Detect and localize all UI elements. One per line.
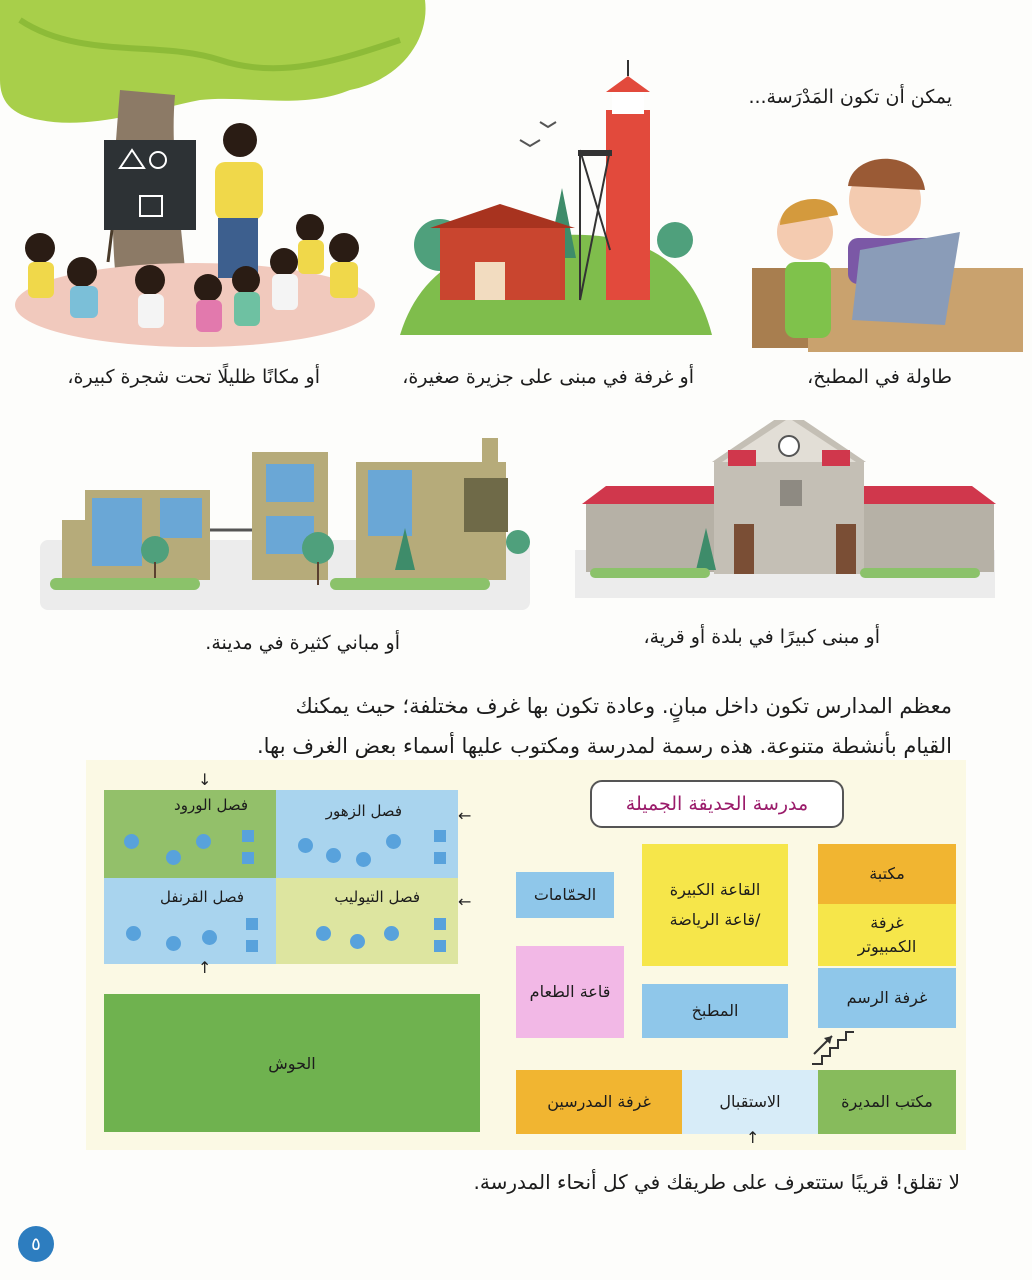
roses-class	[104, 790, 276, 878]
bathrooms-label: الحمّامات	[533, 885, 597, 904]
arrow-left-icon: ←	[458, 806, 472, 825]
library-label: مكتبة	[869, 864, 905, 883]
tree-illustration	[0, 0, 426, 270]
great-hall-label: القاعة الكبيرة	[669, 880, 761, 899]
stairs-icon	[808, 1028, 858, 1068]
top-illustrations	[0, 0, 1032, 420]
kitchen-room	[642, 984, 788, 1038]
kitchen-label: المطبخ	[691, 1001, 739, 1020]
art-room	[818, 968, 956, 1028]
middle-illustrations	[0, 420, 1032, 620]
teachers-room-label: غرفة المدرسين	[547, 1092, 651, 1111]
paragraph-line-2: القيام بأنشطة متنوعة. هذه رسمة لمدرسة ومكتوب عليها أسماء بعض الغرف بها.	[256, 734, 952, 758]
island-illustration	[400, 60, 712, 335]
caption-big-building: أو مبنى كبيرًا في بلدة أو قرية،	[643, 626, 880, 648]
body-paragraph	[192, 686, 952, 766]
reception-room	[682, 1070, 818, 1134]
computer-room	[818, 904, 956, 966]
computer-room-label-1: غرفة	[870, 913, 904, 932]
tulips-class-label: فصل التيوليب	[334, 888, 420, 906]
computer-room-label-2: الكمبيوتر	[857, 937, 917, 956]
caption-under-tree: أو مكانًا ظليلًا تحت شجرة كبيرة،	[67, 366, 320, 388]
teacher-figure	[215, 123, 263, 278]
flowers-class-label: فصل الزهور	[325, 802, 402, 820]
paragraph-line-1: معظم المدارس تكون داخل مبانٍ. وعادة تكون بها غرف مختلفة؛ حيث يمكنك	[295, 694, 952, 718]
principal-office	[818, 1070, 956, 1134]
kitchen-table-illustration	[752, 159, 1023, 352]
tulips-class	[276, 878, 458, 964]
yard	[104, 994, 480, 1132]
entrance-arrow-icon: ↑	[746, 1128, 760, 1147]
dining-room	[516, 946, 624, 1038]
yard-label: الحوش	[268, 1053, 316, 1073]
caption-city-buildings: أو مباني كثيرة في مدينة.	[205, 632, 400, 654]
closing-sentence: لا تقلق! قريبًا ستتعرف على طريقك في كل أنحاء المدرسة.	[473, 1170, 960, 1194]
sports-hall-label: /قاعة الرياضة	[669, 910, 761, 929]
arrow-up-icon: ↑	[198, 958, 212, 977]
arrow-down-icon: ↓	[198, 770, 212, 789]
intro-text: يمكن أن تكون المَدْرَسة...	[748, 86, 952, 108]
carnations-class-label: فصل القرنفل	[159, 888, 244, 906]
map-title: مدرسة الحديقة الجميلة	[625, 793, 809, 815]
city-buildings-illustration	[40, 438, 530, 610]
teachers-room	[516, 1070, 682, 1134]
caption-island-room: أو غرفة في مبنى على جزيرة صغيرة،	[402, 366, 694, 388]
library-room	[818, 844, 956, 904]
school-map	[86, 760, 966, 1150]
map-title-banner	[590, 780, 844, 828]
arrow-left-icon: ←	[458, 892, 472, 911]
caption-kitchen-table: طاولة في المطبخ،	[807, 366, 952, 388]
reception-label: الاستقبال	[719, 1092, 781, 1111]
great-hall-room	[642, 844, 788, 966]
page-number: ٥	[18, 1226, 54, 1262]
bathrooms-room	[516, 872, 614, 918]
roses-class-label: فصل الورود	[174, 796, 248, 814]
art-room-label: غرفة الرسم	[846, 988, 928, 1007]
big-school-illustration	[575, 420, 996, 598]
dining-label: قاعة الطعام	[529, 982, 611, 1001]
principal-office-label: مكتب المديرة	[841, 1092, 933, 1111]
carnations-class	[104, 878, 276, 964]
flowers-class	[276, 790, 458, 878]
